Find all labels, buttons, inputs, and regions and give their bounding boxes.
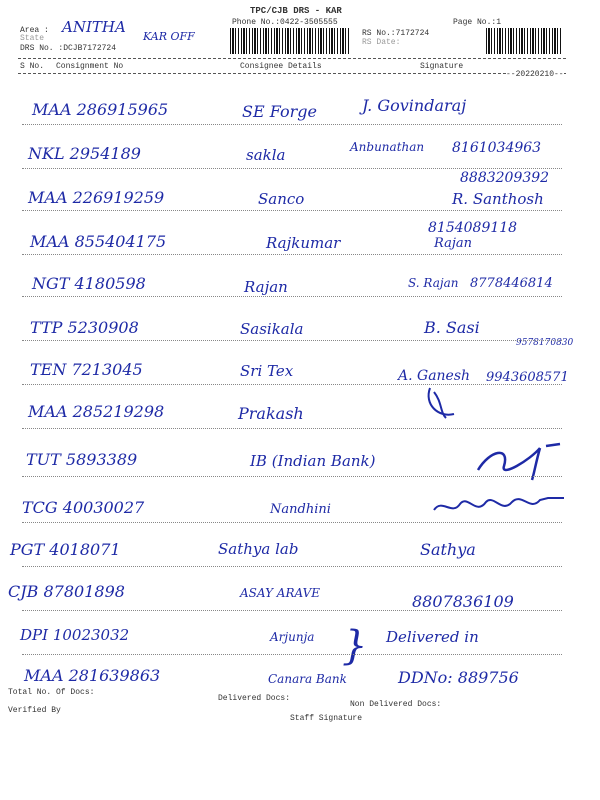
consignment-number: MAA 286915965 bbox=[32, 100, 169, 119]
rs-date: RS Date: bbox=[362, 38, 401, 47]
non-delivered-docs: Non Delivered Docs: bbox=[350, 700, 442, 709]
header-divider-bottom bbox=[18, 73, 566, 74]
consignee-name: Prakash bbox=[238, 404, 304, 423]
receiver-phone: 8154089118 bbox=[428, 220, 518, 236]
curly-brace: } bbox=[342, 623, 368, 669]
consignment-number: NKL 2954189 bbox=[28, 144, 141, 163]
row-divider bbox=[22, 654, 562, 655]
consignment-number: NGT 4180598 bbox=[32, 274, 146, 293]
consignment-number: MAA 285219298 bbox=[28, 402, 165, 421]
verified-by: Verified By bbox=[8, 706, 61, 715]
consignee-name: Rajan bbox=[244, 278, 288, 296]
state-label: State bbox=[20, 34, 45, 43]
consignment-number: MAA 855404175 bbox=[30, 232, 167, 251]
receiver-signature: A. Ganesh bbox=[398, 368, 471, 384]
receiver-signature: R. Santhosh bbox=[452, 190, 544, 208]
total-docs: Total No. Of Docs: bbox=[8, 688, 95, 697]
consignment-number: MAA 226919259 bbox=[28, 188, 165, 207]
consignee-name: SE Forge bbox=[242, 102, 317, 121]
receiver-phone: 9943608571 bbox=[486, 370, 569, 385]
signature-scribble bbox=[430, 490, 570, 520]
row-divider bbox=[22, 210, 562, 211]
receiver-signature: Sathya bbox=[420, 540, 476, 559]
row-divider bbox=[22, 566, 562, 567]
consignment-number: TUT 5893389 bbox=[26, 450, 138, 469]
consignee-name: Rajkumar bbox=[266, 234, 341, 252]
consignment-number: TCG 40030027 bbox=[22, 498, 145, 517]
row-divider bbox=[22, 384, 562, 385]
staff-signature: Staff Signature bbox=[290, 714, 363, 723]
date-stamp: --20220210-- bbox=[506, 70, 564, 79]
row-divider bbox=[22, 296, 562, 297]
receiver-signature: S. Rajan bbox=[408, 276, 459, 290]
row-divider bbox=[22, 254, 562, 255]
rs-number: RS No.:7172724 bbox=[362, 29, 430, 38]
consignee-name: Canara Bank bbox=[268, 672, 347, 686]
area-name-handwritten: ANITHA bbox=[62, 18, 126, 36]
delivered-docs: Delivered Docs: bbox=[218, 694, 291, 703]
receiver-phone: 8883209392 bbox=[460, 170, 550, 186]
consignment-number: DPI 10023032 bbox=[20, 626, 130, 644]
consignment-number: PGT 4018071 bbox=[10, 540, 121, 559]
consignee-name: Nandhini bbox=[270, 502, 331, 517]
receiver-signature: J. Govindaraj bbox=[362, 96, 467, 115]
receiver-phone-display: 8161034963 bbox=[452, 140, 542, 156]
row-divider bbox=[22, 124, 562, 125]
consignee-name: sakla bbox=[246, 146, 286, 164]
receiver-phone: 9578170830 bbox=[516, 338, 574, 348]
row-divider bbox=[22, 168, 562, 169]
col-consignment: Consignment No bbox=[56, 62, 124, 71]
consignment-number: MAA 281639863 bbox=[24, 666, 161, 685]
delivered-note: Delivered in bbox=[386, 628, 479, 646]
drs-number: DRS No. :DCJB7172724 bbox=[20, 44, 117, 53]
header-title: TPC/CJB DRS - KAR bbox=[250, 6, 342, 16]
row-divider bbox=[22, 340, 562, 341]
consignee-name: ASAY ARAVE bbox=[240, 586, 320, 600]
barcode-right bbox=[486, 28, 562, 54]
receiver-phone: 8807836109 bbox=[412, 592, 514, 611]
phone-number: Phone No.:0422-3505555 bbox=[232, 18, 338, 27]
consignee-name: Arjunja bbox=[270, 630, 315, 644]
row-divider bbox=[22, 610, 562, 611]
row-divider bbox=[22, 428, 562, 429]
dd-number: DDNo: 889756 bbox=[398, 668, 519, 687]
receiver-signature: B. Sasi bbox=[424, 318, 480, 337]
consignee-name: Sri Tex bbox=[240, 362, 294, 380]
signature-scribble bbox=[420, 384, 460, 424]
row-divider bbox=[22, 476, 562, 477]
consignee-name: Sanco bbox=[258, 190, 305, 208]
header-divider-top bbox=[18, 58, 566, 59]
consignee-name: IB (Indian Bank) bbox=[250, 452, 376, 470]
consignment-number: TTP 5230908 bbox=[30, 318, 139, 337]
consignment-number: CJB 87801898 bbox=[8, 582, 125, 601]
area-extra-handwritten: KAR OFF bbox=[143, 30, 195, 43]
signature-scribble bbox=[470, 440, 570, 484]
receiver-phone: 8778446814 bbox=[470, 276, 553, 291]
consignee-name: Sathya lab bbox=[218, 540, 299, 558]
page-number: Page No.:1 bbox=[453, 18, 502, 27]
receiver-signature: Anbunathan bbox=[350, 140, 425, 154]
consignee-name: Sasikala bbox=[240, 320, 304, 338]
col-sno: S No. bbox=[20, 62, 45, 71]
col-signature: Signature bbox=[420, 62, 464, 71]
area-label: Area : bbox=[20, 26, 49, 35]
col-consignee: Consignee Details bbox=[240, 62, 322, 71]
barcode-left bbox=[230, 28, 350, 54]
row-divider bbox=[22, 522, 562, 523]
receiver-signature: Rajan bbox=[434, 236, 472, 251]
consignment-number: TEN 7213045 bbox=[30, 360, 143, 379]
